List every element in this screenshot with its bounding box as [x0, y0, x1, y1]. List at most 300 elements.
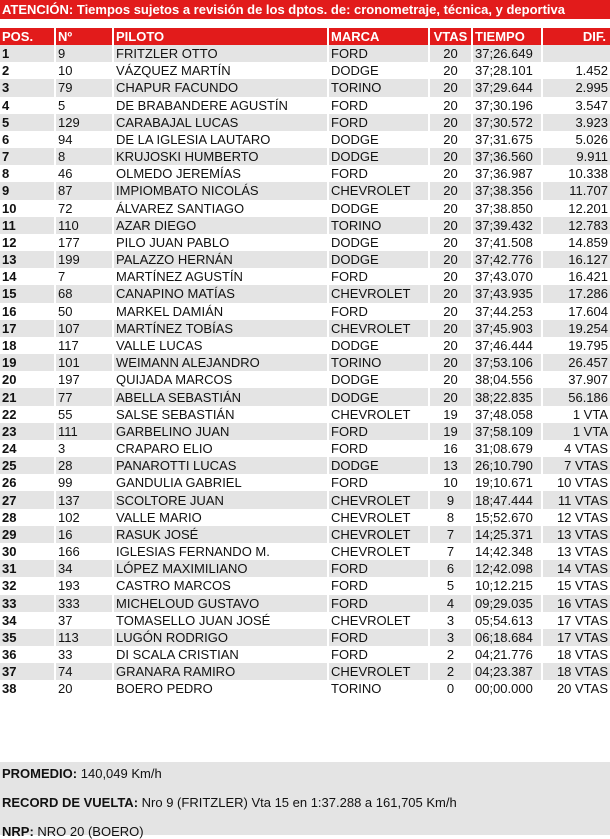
- cell-piloto: IGLESIAS FERNANDO M.: [113, 543, 328, 560]
- table-row: [0, 303, 610, 320]
- cell-pos: 36: [0, 646, 55, 663]
- cell-tiempo: 31;08.679: [472, 440, 542, 457]
- cell-marca: DODGE: [328, 200, 429, 217]
- cell-num: 10: [55, 62, 113, 79]
- cell-tiempo: 37;58.109: [472, 423, 542, 440]
- cell-dif: 1 VTA: [542, 423, 610, 440]
- cell-tiempo: 05;54.613: [472, 612, 542, 629]
- cell-tiempo: 38;04.556: [472, 371, 542, 388]
- cell-dif: 1 VTA: [542, 406, 610, 423]
- cell-vtas: 3: [429, 629, 472, 646]
- table-row: [0, 560, 610, 577]
- cell-tiempo: 10;12.215: [472, 577, 542, 594]
- cell-tiempo: 37;53.106: [472, 354, 542, 371]
- cell-marca: CHEVROLET: [328, 406, 429, 423]
- cell-marca: CHEVROLET: [328, 182, 429, 199]
- table-row: [0, 148, 610, 165]
- cell-tiempo: 37;43.070: [472, 268, 542, 285]
- cell-marca: FORD: [328, 423, 429, 440]
- cell-num: 193: [55, 577, 113, 594]
- cell-tiempo: 37;39.432: [472, 217, 542, 234]
- cell-tiempo: 12;42.098: [472, 560, 542, 577]
- cell-piloto: RASUK JOSÉ: [113, 526, 328, 543]
- cell-pos: 16: [0, 303, 55, 320]
- cell-dif: 17 VTAS: [542, 629, 610, 646]
- cell-tiempo: 06;18.684: [472, 629, 542, 646]
- cell-tiempo: 37;36.560: [472, 148, 542, 165]
- table-row: [0, 526, 610, 543]
- cell-dif: [542, 45, 610, 62]
- cell-piloto: WEIMANN ALEJANDRO: [113, 354, 328, 371]
- cell-piloto: DE LA IGLESIA LAUTARO: [113, 131, 328, 148]
- cell-vtas: 20: [429, 371, 472, 388]
- cell-piloto: DE BRABANDERE AGUSTÍN: [113, 97, 328, 114]
- cell-dif: 3.547: [542, 97, 610, 114]
- table-row: [0, 423, 610, 440]
- cell-marca: CHEVROLET: [328, 491, 429, 508]
- cell-piloto: ABELLA SEBASTIÁN: [113, 388, 328, 405]
- cell-num: 33: [55, 646, 113, 663]
- cell-dif: 14 VTAS: [542, 560, 610, 577]
- cell-vtas: 20: [429, 337, 472, 354]
- cell-num: 9: [55, 45, 113, 62]
- cell-tiempo: 15;52.670: [472, 509, 542, 526]
- cell-piloto: ÁLVAREZ SANTIAGO: [113, 200, 328, 217]
- cell-marca: TORINO: [328, 680, 429, 697]
- col-piloto: PILOTO: [113, 28, 328, 45]
- cell-tiempo: 04;23.387: [472, 663, 542, 680]
- cell-pos: 33: [0, 595, 55, 612]
- cell-num: 111: [55, 423, 113, 440]
- table-row: [0, 337, 610, 354]
- cell-num: 197: [55, 371, 113, 388]
- cell-tiempo: 37;38.850: [472, 200, 542, 217]
- table-row: [0, 131, 610, 148]
- cell-piloto: CARABAJAL LUCAS: [113, 114, 328, 131]
- cell-piloto: OLMEDO JEREMÍAS: [113, 165, 328, 182]
- cell-pos: 22: [0, 406, 55, 423]
- table-row: [0, 440, 610, 457]
- cell-piloto: BOERO PEDRO: [113, 680, 328, 697]
- cell-vtas: 13: [429, 457, 472, 474]
- cell-num: 20: [55, 680, 113, 697]
- cell-marca: FORD: [328, 303, 429, 320]
- cell-vtas: 20: [429, 388, 472, 405]
- cell-pos: 21: [0, 388, 55, 405]
- cell-vtas: 5: [429, 577, 472, 594]
- cell-tiempo: 37;42.776: [472, 251, 542, 268]
- cell-vtas: 3: [429, 612, 472, 629]
- cell-tiempo: 37;28.101: [472, 62, 542, 79]
- cell-piloto: VÁZQUEZ MARTÍN: [113, 62, 328, 79]
- cell-piloto: VALLE MARIO: [113, 509, 328, 526]
- cell-pos: 3: [0, 79, 55, 96]
- cell-tiempo: 37;41.508: [472, 234, 542, 251]
- cell-tiempo: 26;10.790: [472, 457, 542, 474]
- nrp-value: NRO 20 (BOERO): [37, 824, 144, 839]
- cell-pos: 34: [0, 612, 55, 629]
- cell-vtas: 7: [429, 543, 472, 560]
- cell-vtas: 19: [429, 423, 472, 440]
- cell-piloto: MARTÍNEZ AGUSTÍN: [113, 268, 328, 285]
- table-header: [0, 28, 610, 45]
- cell-num: 87: [55, 182, 113, 199]
- record-label: RECORD DE VUELTA:: [2, 795, 139, 810]
- cell-piloto: GRANARA RAMIRO: [113, 663, 328, 680]
- record-value: Nro 9 (FRITZLER) Vta 15 en 1:37.288 a 161,705 Km/h: [141, 795, 457, 810]
- cell-num: 199: [55, 251, 113, 268]
- cell-num: 177: [55, 234, 113, 251]
- cell-pos: 19: [0, 354, 55, 371]
- cell-vtas: 4: [429, 595, 472, 612]
- cell-dif: 15 VTAS: [542, 577, 610, 594]
- table-row: [0, 457, 610, 474]
- cell-piloto: IMPIOMBATO NICOLÁS: [113, 182, 328, 199]
- cell-pos: 27: [0, 491, 55, 508]
- cell-dif: 3.923: [542, 114, 610, 131]
- cell-dif: 1.452: [542, 62, 610, 79]
- table-row: [0, 629, 610, 646]
- cell-num: 137: [55, 491, 113, 508]
- cell-num: 5: [55, 97, 113, 114]
- cell-marca: FORD: [328, 595, 429, 612]
- cell-tiempo: 09;29.035: [472, 595, 542, 612]
- cell-num: 101: [55, 354, 113, 371]
- cell-marca: FORD: [328, 577, 429, 594]
- cell-vtas: 20: [429, 200, 472, 217]
- cell-vtas: 20: [429, 131, 472, 148]
- cell-marca: FORD: [328, 440, 429, 457]
- table-row: [0, 371, 610, 388]
- col-dif: DIF.: [542, 28, 610, 45]
- table-row: [0, 79, 610, 96]
- cell-tiempo: 37;45.903: [472, 320, 542, 337]
- cell-tiempo: 37;36.987: [472, 165, 542, 182]
- table-row: [0, 200, 610, 217]
- table-row: [0, 45, 610, 62]
- cell-vtas: 20: [429, 114, 472, 131]
- cell-piloto: FRITZLER OTTO: [113, 45, 328, 62]
- cell-marca: CHEVROLET: [328, 526, 429, 543]
- cell-dif: 7 VTAS: [542, 457, 610, 474]
- cell-piloto: VALLE LUCAS: [113, 337, 328, 354]
- cell-tiempo: 00;00.000: [472, 680, 542, 697]
- cell-num: 37: [55, 612, 113, 629]
- table-row: [0, 165, 610, 182]
- cell-pos: 9: [0, 182, 55, 199]
- cell-pos: 18: [0, 337, 55, 354]
- table-row: [0, 491, 610, 508]
- cell-dif: 5.026: [542, 131, 610, 148]
- cell-tiempo: 14;42.348: [472, 543, 542, 560]
- cell-vtas: 20: [429, 148, 472, 165]
- cell-num: 166: [55, 543, 113, 560]
- cell-dif: 26.457: [542, 354, 610, 371]
- cell-pos: 2: [0, 62, 55, 79]
- cell-vtas: 16: [429, 440, 472, 457]
- cell-num: 68: [55, 285, 113, 302]
- table-row: [0, 268, 610, 285]
- cell-piloto: PALAZZO HERNÁN: [113, 251, 328, 268]
- cell-vtas: 20: [429, 320, 472, 337]
- cell-vtas: 20: [429, 268, 472, 285]
- cell-marca: CHEVROLET: [328, 285, 429, 302]
- table-row: [0, 406, 610, 423]
- cell-tiempo: 18;47.444: [472, 491, 542, 508]
- cell-dif: 12.783: [542, 217, 610, 234]
- table-row: [0, 114, 610, 131]
- cell-pos: 11: [0, 217, 55, 234]
- cell-num: 72: [55, 200, 113, 217]
- cell-piloto: MARTÍNEZ TOBÍAS: [113, 320, 328, 337]
- cell-tiempo: 38;22.835: [472, 388, 542, 405]
- cell-num: 3: [55, 440, 113, 457]
- cell-dif: 17 VTAS: [542, 612, 610, 629]
- cell-piloto: AZAR DIEGO: [113, 217, 328, 234]
- cell-piloto: CRAPARO ELIO: [113, 440, 328, 457]
- cell-pos: 32: [0, 577, 55, 594]
- table-row: [0, 509, 610, 526]
- cell-vtas: 20: [429, 182, 472, 199]
- cell-dif: 14.859: [542, 234, 610, 251]
- cell-num: 333: [55, 595, 113, 612]
- cell-dif: 12 VTAS: [542, 509, 610, 526]
- cell-pos: 5: [0, 114, 55, 131]
- cell-num: 7: [55, 268, 113, 285]
- cell-pos: 29: [0, 526, 55, 543]
- cell-num: 46: [55, 165, 113, 182]
- cell-piloto: QUIJADA MARCOS: [113, 371, 328, 388]
- cell-piloto: CANAPINO MATÍAS: [113, 285, 328, 302]
- cell-pos: 12: [0, 234, 55, 251]
- cell-pos: 1: [0, 45, 55, 62]
- results-table: [0, 28, 610, 698]
- nrp-line: [2, 824, 144, 839]
- cell-vtas: 20: [429, 165, 472, 182]
- cell-dif: 2.995: [542, 79, 610, 96]
- cell-num: 110: [55, 217, 113, 234]
- cell-dif: 4 VTAS: [542, 440, 610, 457]
- cell-piloto: LUGÓN RODRIGO: [113, 629, 328, 646]
- col-tiempo: TIEMPO: [472, 28, 542, 45]
- cell-dif: 16.127: [542, 251, 610, 268]
- cell-pos: 14: [0, 268, 55, 285]
- cell-pos: 38: [0, 680, 55, 697]
- cell-tiempo: 19;10.671: [472, 474, 542, 491]
- cell-piloto: PANAROTTI LUCAS: [113, 457, 328, 474]
- cell-pos: 24: [0, 440, 55, 457]
- cell-vtas: 8: [429, 509, 472, 526]
- cell-pos: 20: [0, 371, 55, 388]
- cell-tiempo: 37;38.356: [472, 182, 542, 199]
- cell-piloto: GARBELINO JUAN: [113, 423, 328, 440]
- cell-marca: FORD: [328, 268, 429, 285]
- cell-vtas: 20: [429, 45, 472, 62]
- summary-footer: [0, 762, 610, 839]
- warning-banner: [0, 0, 610, 19]
- cell-num: 117: [55, 337, 113, 354]
- cell-num: 16: [55, 526, 113, 543]
- cell-marca: CHEVROLET: [328, 509, 429, 526]
- cell-marca: DODGE: [328, 131, 429, 148]
- cell-num: 79: [55, 79, 113, 96]
- cell-marca: FORD: [328, 474, 429, 491]
- cell-tiempo: 37;46.444: [472, 337, 542, 354]
- cell-pos: 30: [0, 543, 55, 560]
- cell-pos: 4: [0, 97, 55, 114]
- cell-dif: 18 VTAS: [542, 663, 610, 680]
- table-row: [0, 251, 610, 268]
- cell-piloto: TOMASELLO JUAN JOSÉ: [113, 612, 328, 629]
- cell-num: 8: [55, 148, 113, 165]
- cell-marca: DODGE: [328, 251, 429, 268]
- cell-tiempo: 37;43.935: [472, 285, 542, 302]
- table-row: [0, 182, 610, 199]
- cell-vtas: 20: [429, 251, 472, 268]
- cell-dif: 56.186: [542, 388, 610, 405]
- cell-dif: 13 VTAS: [542, 543, 610, 560]
- cell-tiempo: 14;25.371: [472, 526, 542, 543]
- table-row: [0, 663, 610, 680]
- cell-vtas: 10: [429, 474, 472, 491]
- cell-tiempo: 37;26.649: [472, 45, 542, 62]
- record-line: [2, 795, 457, 810]
- cell-vtas: 20: [429, 217, 472, 234]
- warning-text: ATENCIÓN: Tiempos sujetos a revisión de los dptos. de: cronometraje, técnica, y deportiva: [2, 2, 565, 17]
- cell-vtas: 20: [429, 285, 472, 302]
- cell-dif: 11 VTAS: [542, 491, 610, 508]
- cell-num: 50: [55, 303, 113, 320]
- table-row: [0, 543, 610, 560]
- cell-vtas: 2: [429, 663, 472, 680]
- cell-marca: FORD: [328, 629, 429, 646]
- cell-marca: DODGE: [328, 337, 429, 354]
- cell-pos: 35: [0, 629, 55, 646]
- cell-dif: 18 VTAS: [542, 646, 610, 663]
- cell-marca: CHEVROLET: [328, 612, 429, 629]
- col-marca: MARCA: [328, 28, 429, 45]
- table-row: [0, 577, 610, 594]
- cell-marca: TORINO: [328, 217, 429, 234]
- cell-marca: DODGE: [328, 148, 429, 165]
- cell-vtas: 0: [429, 680, 472, 697]
- cell-dif: 10.338: [542, 165, 610, 182]
- cell-pos: 23: [0, 423, 55, 440]
- table-row: [0, 680, 610, 697]
- cell-vtas: 20: [429, 97, 472, 114]
- cell-dif: 9.911: [542, 148, 610, 165]
- cell-piloto: SCOLTORE JUAN: [113, 491, 328, 508]
- table-row: [0, 595, 610, 612]
- cell-vtas: 20: [429, 303, 472, 320]
- cell-piloto: CASTRO MARCOS: [113, 577, 328, 594]
- table-row: [0, 612, 610, 629]
- table-row: [0, 646, 610, 663]
- cell-marca: DODGE: [328, 371, 429, 388]
- cell-dif: 12.201: [542, 200, 610, 217]
- cell-dif: 19.795: [542, 337, 610, 354]
- cell-marca: CHEVROLET: [328, 320, 429, 337]
- cell-vtas: 19: [429, 406, 472, 423]
- cell-vtas: 7: [429, 526, 472, 543]
- cell-marca: DODGE: [328, 234, 429, 251]
- cell-marca: FORD: [328, 165, 429, 182]
- cell-pos: 13: [0, 251, 55, 268]
- cell-piloto: KRUJOSKI HUMBERTO: [113, 148, 328, 165]
- promedio-label: PROMEDIO:: [2, 766, 78, 781]
- cell-pos: 7: [0, 148, 55, 165]
- table-row: [0, 388, 610, 405]
- cell-pos: 26: [0, 474, 55, 491]
- cell-vtas: 9: [429, 491, 472, 508]
- table-row: [0, 474, 610, 491]
- cell-vtas: 20: [429, 354, 472, 371]
- cell-num: 55: [55, 406, 113, 423]
- cell-num: 77: [55, 388, 113, 405]
- cell-marca: FORD: [328, 646, 429, 663]
- cell-dif: 16.421: [542, 268, 610, 285]
- cell-num: 99: [55, 474, 113, 491]
- cell-dif: 17.286: [542, 285, 610, 302]
- table-row: [0, 320, 610, 337]
- cell-dif: 19.254: [542, 320, 610, 337]
- cell-num: 107: [55, 320, 113, 337]
- cell-num: 102: [55, 509, 113, 526]
- cell-pos: 15: [0, 285, 55, 302]
- cell-marca: FORD: [328, 97, 429, 114]
- cell-marca: FORD: [328, 114, 429, 131]
- cell-pos: 31: [0, 560, 55, 577]
- cell-tiempo: 37;30.196: [472, 97, 542, 114]
- cell-num: 28: [55, 457, 113, 474]
- nrp-label: NRP:: [2, 824, 34, 839]
- cell-marca: CHEVROLET: [328, 543, 429, 560]
- table-row: [0, 217, 610, 234]
- cell-dif: 37.907: [542, 371, 610, 388]
- cell-marca: FORD: [328, 45, 429, 62]
- cell-tiempo: 37;48.058: [472, 406, 542, 423]
- col-vtas: VTAS: [429, 28, 472, 45]
- cell-piloto: MICHELOUD GUSTAVO: [113, 595, 328, 612]
- cell-vtas: 20: [429, 234, 472, 251]
- table-row: [0, 285, 610, 302]
- cell-pos: 25: [0, 457, 55, 474]
- cell-marca: DODGE: [328, 388, 429, 405]
- cell-num: 113: [55, 629, 113, 646]
- table-row: [0, 97, 610, 114]
- cell-pos: 6: [0, 131, 55, 148]
- cell-pos: 28: [0, 509, 55, 526]
- cell-num: 94: [55, 131, 113, 148]
- cell-piloto: DI SCALA CRISTIAN: [113, 646, 328, 663]
- cell-pos: 17: [0, 320, 55, 337]
- cell-dif: 17.604: [542, 303, 610, 320]
- cell-pos: 37: [0, 663, 55, 680]
- cell-dif: 20 VTAS: [542, 680, 610, 697]
- cell-marca: CHEVROLET: [328, 663, 429, 680]
- cell-piloto: GANDULIA GABRIEL: [113, 474, 328, 491]
- col-pos: POS.: [0, 28, 55, 45]
- promedio-line: [2, 766, 162, 781]
- cell-tiempo: 37;31.675: [472, 131, 542, 148]
- cell-dif: 11.707: [542, 182, 610, 199]
- cell-tiempo: 37;29.644: [472, 79, 542, 96]
- cell-pos: 8: [0, 165, 55, 182]
- cell-vtas: 20: [429, 62, 472, 79]
- cell-piloto: SALSE SEBASTIÁN: [113, 406, 328, 423]
- cell-dif: 13 VTAS: [542, 526, 610, 543]
- cell-piloto: PILO JUAN PABLO: [113, 234, 328, 251]
